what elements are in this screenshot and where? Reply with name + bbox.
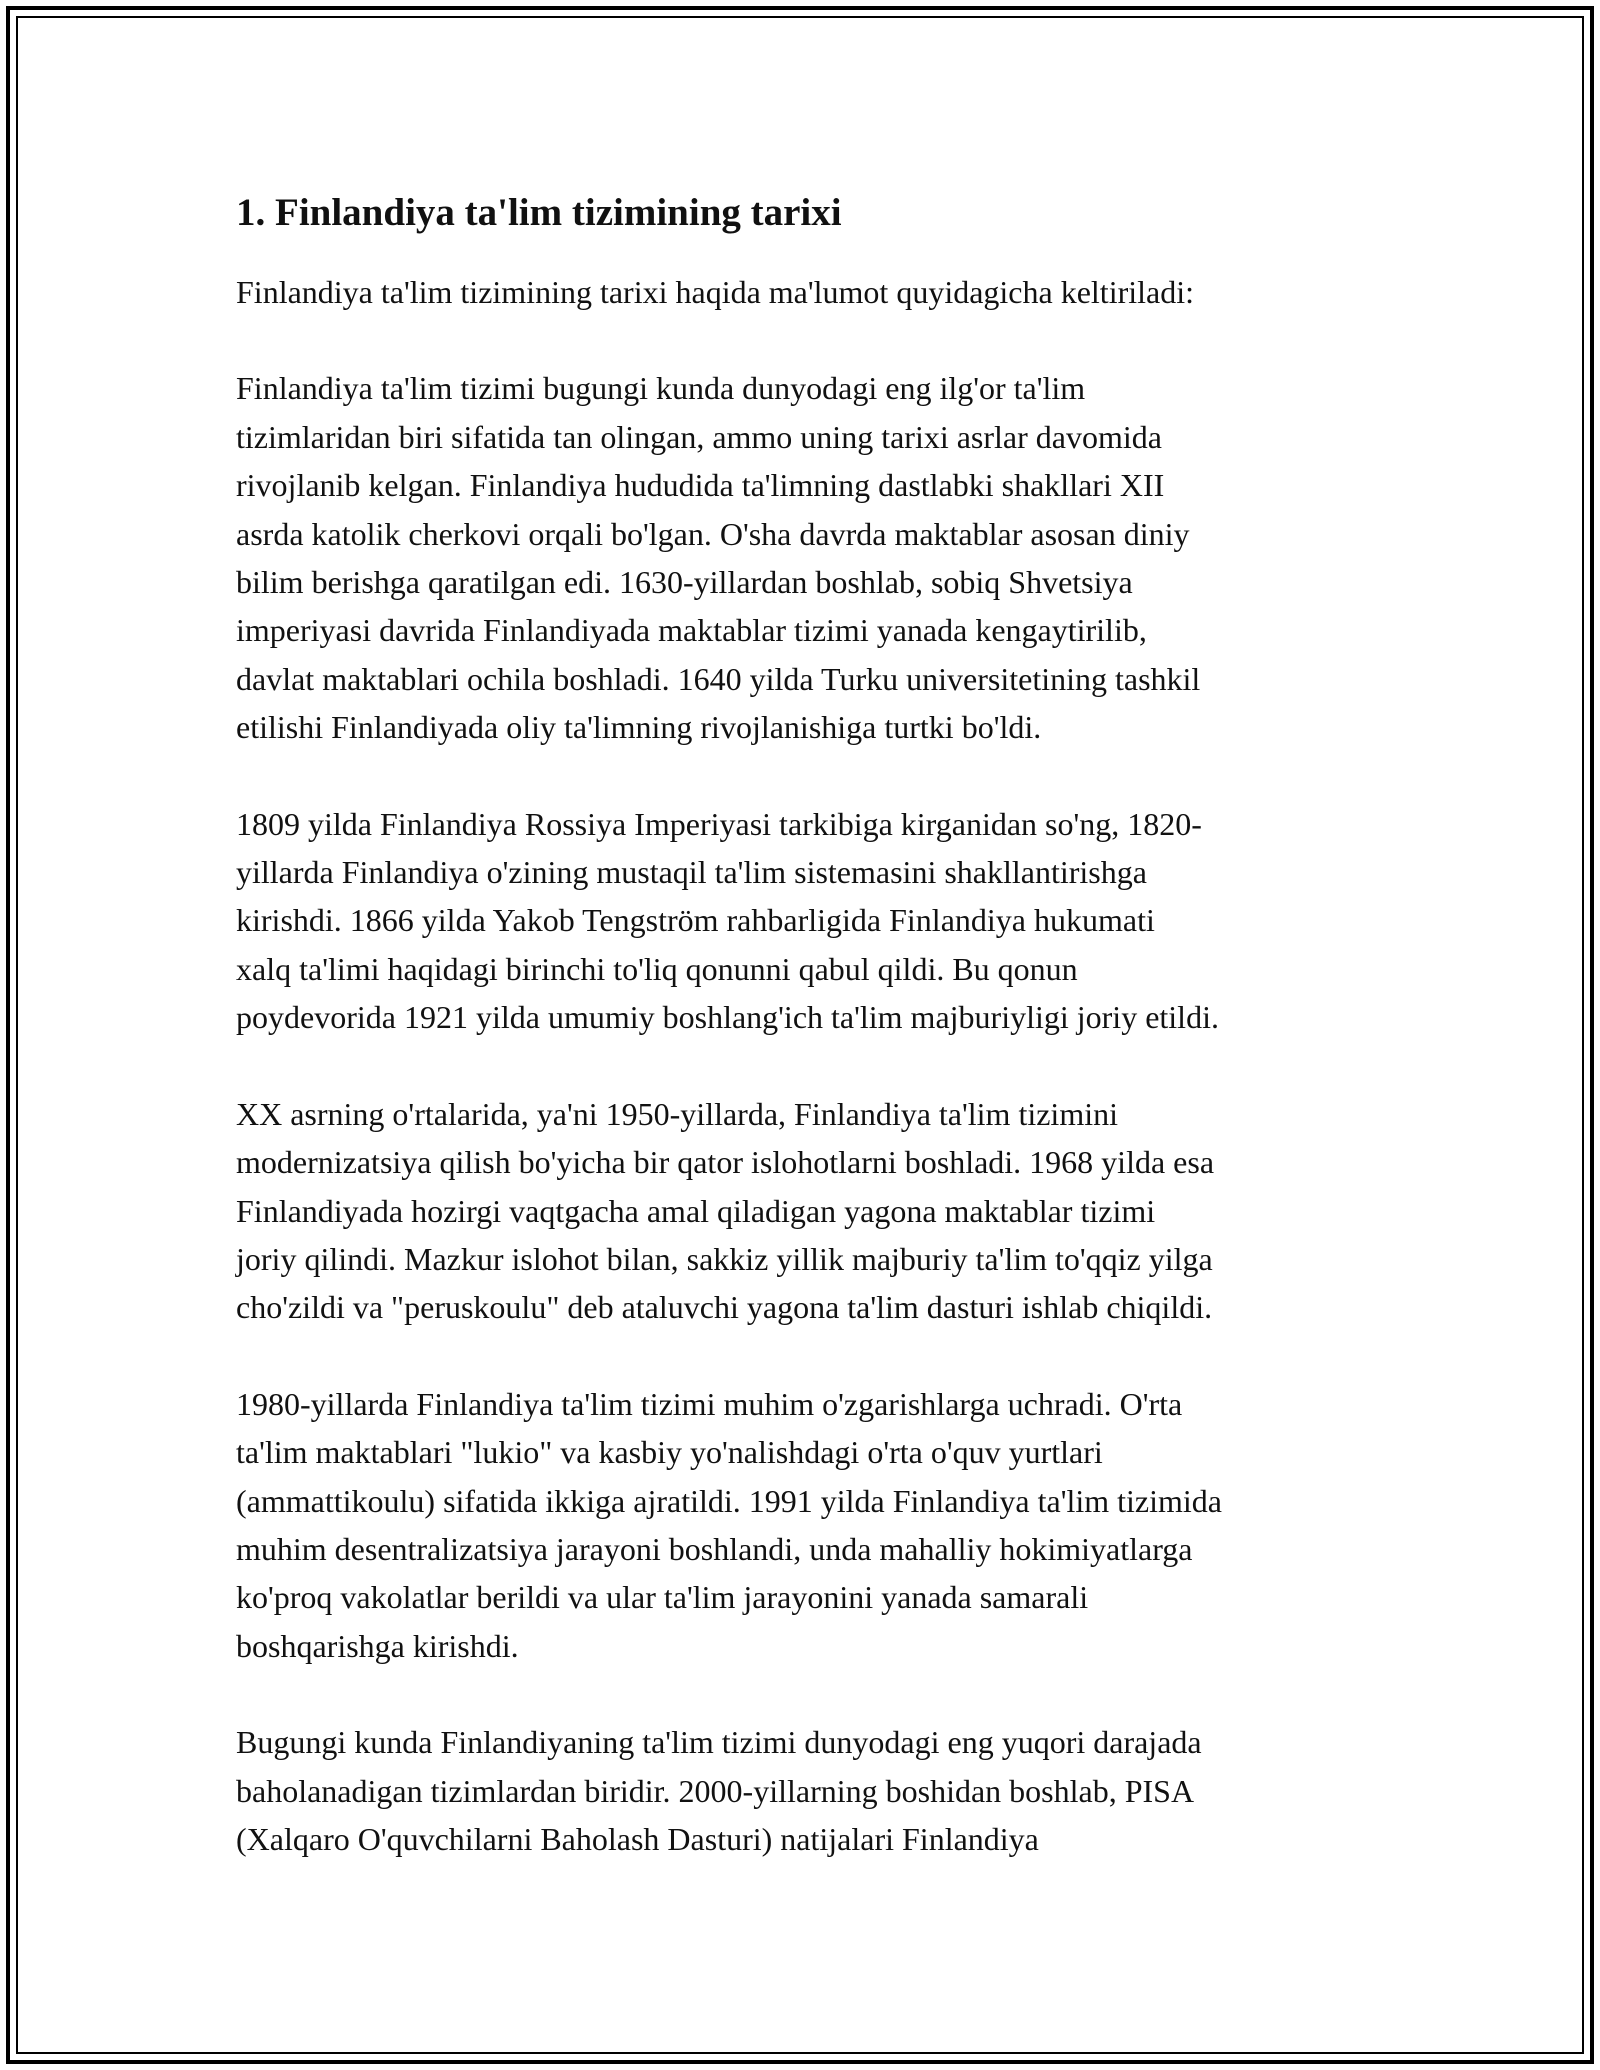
text-line: rivojlanib kelgan. Finlandiya hududida ta'limning dastlabki shakllari XII (236, 467, 1165, 504)
text-line: Bugungi kunda Finlandiyaning ta'lim tizimi dunyodagi eng yuqori darajada (236, 1724, 1202, 1761)
text-line: (Xalqaro O'quvchilarni Baholash Dasturi) natijalari Finlandiya (236, 1820, 1039, 1857)
text-line: bilim berishga qaratilgan edi. 1630-yillardan boshlab, sobiq Shvetsiya (236, 564, 1133, 601)
text-line: baholanadigan tizimlardan biridir. 2000-yillarning boshidan boshlab, PISA (236, 1772, 1195, 1809)
text-line: XX asrning o'rtalarida, ya'ni 1950-yillarda, Finlandiya ta'lim tizimini (236, 1095, 1118, 1132)
text-line: davlat maktablari ochila boshladi. 1640 yilda Turku universitetining tashkil (236, 660, 1201, 697)
section-heading: 1. Finlandiya ta'lim tizimining tarixi (236, 191, 842, 234)
text-line: imperiyasi davrida Finlandiyada maktablar tizimi yanada kengaytirilib, (236, 612, 1147, 649)
text-line: ta'lim maktablari "lukio" va kasbiy yo'nalishdagi o'rta o'quv yurtlari (236, 1434, 1103, 1471)
text-line: poydevorida 1921 yilda umumiy boshlang'ich ta'lim majburiyligi joriy etildi. (236, 999, 1219, 1036)
text-line: joriy qilindi. Mazkur islohot bilan, sakkiz yillik majburiy ta'lim to'qqiz yilga (236, 1240, 1213, 1277)
text-line: kirishdi. 1866 yilda Yakob Tengström rahbarligida Finlandiya hukumati (236, 902, 1155, 939)
history-paragraph-1809 (236, 800, 1386, 1042)
text-line: Finlandiyada hozirgi vaqtgacha amal qiladigan yagona maktablar tizimi (236, 1192, 1156, 1229)
history-paragraph-20th-century (236, 1090, 1386, 1332)
intro-paragraph (236, 268, 1386, 316)
text-line: yillarda Finlandiya o'zining mustaqil ta'lim sistemasini shakllantirishga (236, 854, 1147, 891)
text-line: modernizatsiya qilish bo'yicha bir qator islohotlarni boshladi. 1968 yilda esa (236, 1144, 1215, 1181)
text-line: 1980-yillarda Finlandiya ta'lim tizimi muhim o'zgarishlarga uchradi. O'rta (236, 1385, 1183, 1422)
document-body (236, 188, 1386, 1911)
text-line: etilishi Finlandiyada oliy ta'limning rivojlanishiga turtki bo'ldi. (236, 709, 1042, 746)
text-line: boshqarishga kirishdi. (236, 1627, 519, 1664)
text-line: (ammattikoulu) sifatida ikkiga ajratildi. 1991 yilda Finlandiya ta'lim tizimida (236, 1482, 1222, 1519)
text-line: tizimlaridan biri sifatida tan olingan, ammo uning tarixi asrlar davomida (236, 418, 1162, 455)
text-line: muhim desentralizatsiya jarayoni boshlandi, unda mahalliy hokimiyatlarga (236, 1530, 1193, 1567)
history-paragraph-1980s (236, 1380, 1386, 1670)
text-line: xalq ta'limi haqidagi birinchi to'liq qonunni qabul qildi. Bu qonun (236, 950, 1078, 987)
text-line: ko'proq vakolatlar berildi va ular ta'lim jarayonini yanada samarali (236, 1579, 1089, 1616)
history-paragraph-today (236, 1718, 1386, 1863)
history-paragraph-early (236, 364, 1386, 751)
text-line: asrda katolik cherkovi orqali bo'lgan. O'sha davrda maktablar asosan diniy (236, 515, 1190, 552)
text-line: 1809 yilda Finlandiya Rossiya Imperiyasi tarkibiga kirganidan so'ng, 1820- (236, 805, 1202, 842)
text-line: Finlandiya ta'lim tizimi bugungi kunda dunyodagi eng ilg'or ta'lim (236, 370, 1086, 407)
text-line: Finlandiya ta'lim tizimining tarixi haqida ma'lumot quyidagicha keltiriladi: (236, 274, 1194, 310)
text-line: cho'zildi va "peruskoulu" deb ataluvchi yagona ta'lim dasturi ishlab chiqildi. (236, 1289, 1213, 1326)
